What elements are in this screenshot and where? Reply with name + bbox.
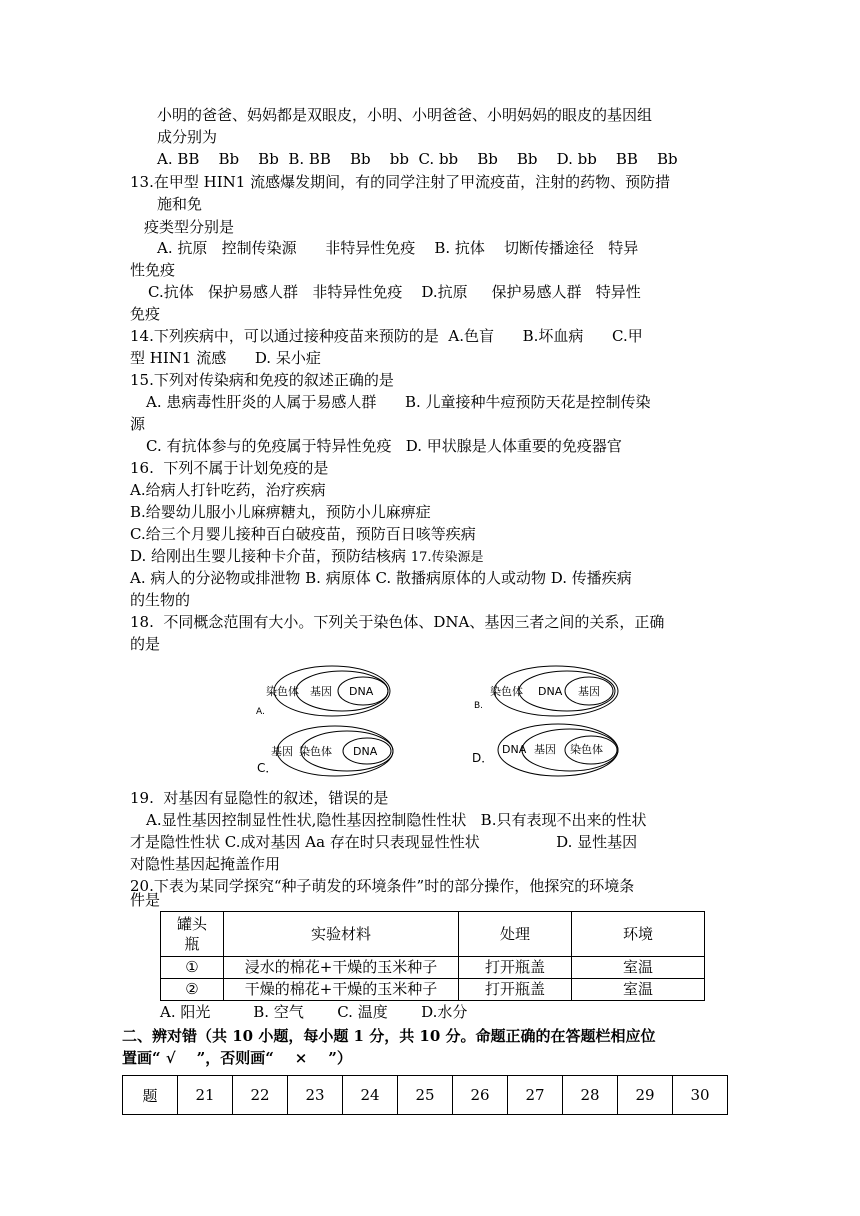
q19-line2: A.显性基因控制显性性状,隐性基因控制隐性性状 B.只有表现不出来的性状 [146,811,647,829]
diagram-d-inner-label: 染色体 [570,743,603,756]
q17-line1: A. 病人的分泌物或排泄物 B. 病原体 C. 散播病原体的人或动物 D. 传播疾病 [130,569,632,587]
q18-diagram-c [255,722,405,782]
header-cell-treatment: 处理 [459,912,572,957]
q16-option-c: C.给三个月婴儿接种百白破疫苗，预防百日咳等疾病 [130,525,476,543]
diagram-a-inner-label: DNA [349,685,374,698]
diagram-b-outer-label: 染色体 [490,685,523,698]
header-cell-material: 实验材料 [224,912,459,957]
answer-cell-22: 22 [233,1076,288,1115]
q13-option-c: C.抗体 保护易感人群 非特异性免疫 D.抗原 保护易感人群 特异性 [148,283,641,301]
q18-diagram-b [470,660,630,722]
cell-environment-1: 室温 [572,957,705,979]
diagram-c-middle-label: 染色体 [299,745,332,758]
answer-cell-30: 30 [673,1076,728,1115]
q18-diagram-a [252,660,402,722]
table-row [161,979,705,1001]
diagram-a-middle-label: 基因 [310,685,332,698]
q13-line1: 13.在甲型 HIN1 流感爆发期间，有的同学注射了甲流疫苗，注射的药物、预防措 [130,173,671,191]
answer-cell-24: 24 [343,1076,398,1115]
cell-material-1: 浸水的棉花+干燥的玉米种子 [224,957,459,979]
answer-cell-27: 27 [508,1076,563,1115]
q13-option-a: A. 抗原 控制传染源 非特异性免疫 B. 抗体 切断传播途径 特异 [157,239,639,257]
diagram-c-outer-label: 基因 [271,745,293,758]
q16-line1: 16. 下列不属于计划免疫的是 [130,459,329,477]
answer-cell-label: 题 [123,1076,178,1115]
diagram-c-letter: C． [257,761,278,775]
q13-line3: 疫类型分别是 [144,218,235,236]
answer-cell-28: 28 [563,1076,618,1115]
q15-line2: A. 患病毒性肝炎的人属于易感人群 B. 儿童接种牛痘预防天花是控制传染 [146,393,651,411]
q20-experiment-table [160,911,705,1001]
q18-diagram-d [470,720,630,782]
answer-cell-29: 29 [618,1076,673,1115]
q12-line2: 成分别为 [157,128,218,146]
q14-line1: 14.下列疾病中，可以通过接种疫苗来预防的是 A.色盲 B.坏血病 C.甲 [130,327,643,345]
answer-cell-26: 26 [453,1076,508,1115]
cell-jar-2: ② [161,979,224,1001]
table-header-row [161,912,705,957]
section2-heading-line2: 置画“ √ ”，否则画“ × ”） [122,1049,352,1067]
q18-line2: 的是 [130,635,161,653]
header-jar-text: 罐头瓶 [176,915,207,953]
q18-line1: 18. 不同概念范围有大小。下列关于染色体、DNA、基因三者之间的关系，正确 [130,613,665,631]
diagram-d-middle-label: 基因 [534,743,556,756]
cell-jar-1: ① [161,957,224,979]
q15-line4: C. 有抗体参与的免疫属于特异性免疫 D. 甲状腺是人体重要的免疫器官 [146,437,622,455]
answer-header-row [123,1076,728,1115]
answer-cell-21: 21 [178,1076,233,1115]
diagram-b-middle-label: DNA [538,685,563,698]
q13-option-c-cont: 免疫 [130,305,161,323]
section2-heading-line1: 二、辨对错（共 10 小题，每小题 1 分，共 10 分。命题正确的在答题栏相应位 [122,1027,656,1045]
q19-line1: 19. 对基因有显隐性的叙述，错误的是 [130,789,389,807]
q17-inline-stem: 17.传染源是 [410,550,484,565]
q16-option-d [130,545,484,569]
diagram-a-letter: A. [256,707,265,717]
answer-cell-25: 25 [398,1076,453,1115]
q14-line2: 型 HIN1 流感 D. 呆小症 [130,349,321,367]
q17-line2: 的生物的 [130,591,191,609]
diagram-d-letter: D． [472,751,494,765]
cell-treatment-1: 打开瓶盖 [459,957,572,979]
header-cell-jar [161,912,224,957]
answer-grid [122,1075,728,1115]
diagram-b-letter: B. [474,701,484,711]
cell-environment-2: 室温 [572,979,705,1001]
q19-line4: 对隐性基因起掩盖作用 [130,855,281,873]
q20-line2: 件是 [130,891,161,909]
q13-line2: 施和免 [157,195,203,213]
header-cell-environment: 环境 [572,912,705,957]
table-row [161,957,705,979]
q13-option-a-cont: 性免疫 [130,261,176,279]
q19-line3: 才是隐性性状 C.成对基因 Aa 存在时只表现显性性状 D. 显性基因 [130,833,638,851]
q16-option-b: B.给婴幼儿服小儿麻痹糖丸，预防小儿麻痹症 [130,503,431,521]
diagram-b-inner-label: 基因 [578,685,600,698]
q15-line1: 15.下列对传染病和免疫的叙述正确的是 [130,371,394,389]
q20-line1: 20.下表为某同学探究“种子萌发的环境条件”时的部分操作，他探究的环境条 [130,877,635,895]
q15-line3: 源 [130,415,146,433]
q16-option-d-text: D. 给刚出生婴儿接种卡介苗，预防结核病 [130,547,407,565]
q20-options: A. 阳光 B. 空气 C. 温度 D.水分 [160,1003,468,1021]
diagram-a-outer-label: 染色体 [266,685,299,698]
diagram-d-outer-label: DNA [502,743,527,756]
q12-line1: 小明的爸爸、妈妈都是双眼皮，小明、小明爸爸、小明妈妈的眼皮的基因组 [157,106,653,124]
q12-options: A. BB Bb Bb B. BB Bb bb C. bb Bb Bb D. bb BB Bb [157,150,678,168]
cell-material-2: 干燥的棉花+干燥的玉米种子 [224,979,459,1001]
cell-treatment-2: 打开瓶盖 [459,979,572,1001]
diagram-c-inner-label: DNA [353,745,378,758]
q16-option-a: A.给病人打针吃药，治疗疾病 [130,481,326,499]
answer-cell-23: 23 [288,1076,343,1115]
